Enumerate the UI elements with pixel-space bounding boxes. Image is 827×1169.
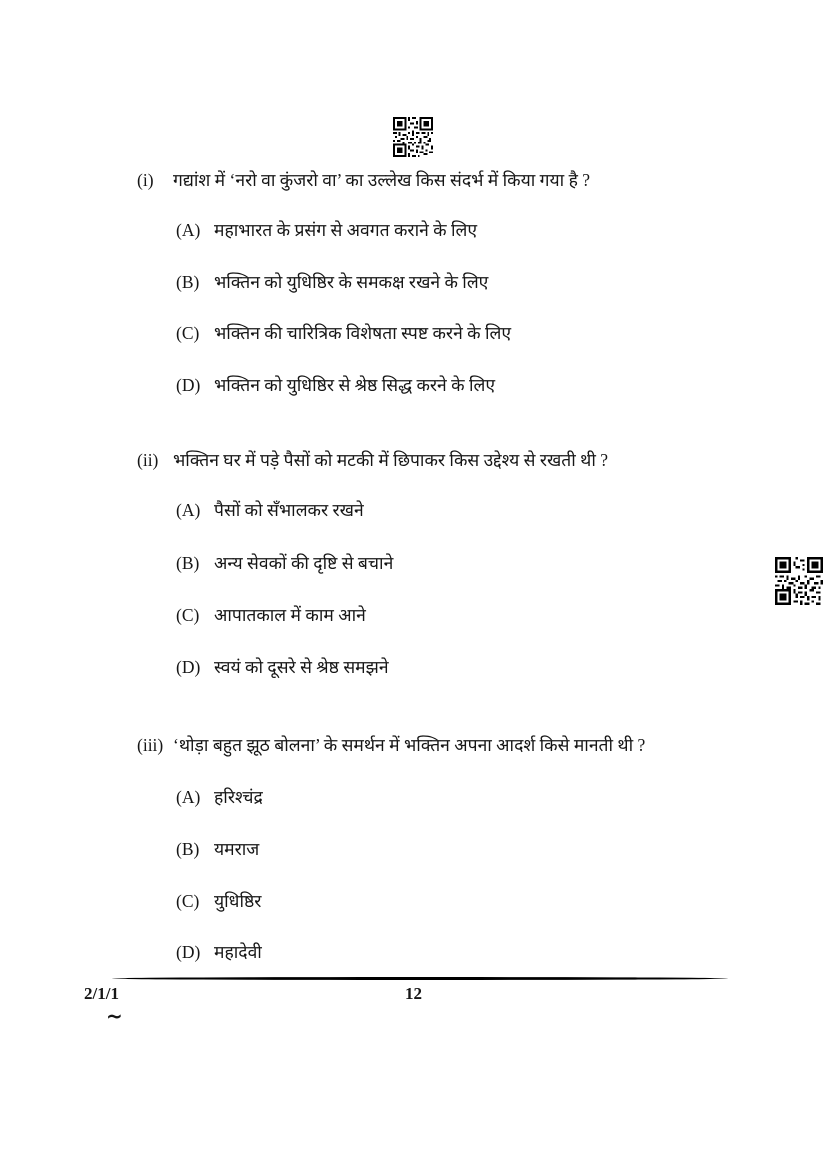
option-label: (C): [176, 891, 200, 911]
handwritten-tilde-mark: ~: [106, 1004, 123, 1028]
option-text: अन्य सेवकों की दृष्टि से बचाने: [214, 553, 394, 573]
page-number: 12: [405, 984, 422, 1003]
footer-divider: [112, 977, 728, 980]
option-text: महादेवी: [214, 942, 262, 962]
option-text: हरिश्चंद्र: [214, 787, 263, 807]
option-text: स्वयं को दूसरे से श्रेष्ठ समझने: [214, 657, 389, 677]
question-text: गद्यांश में ‘नरो वा कुंजरो वा’ का उल्लेख किस संदर्भ में किया गया है ?: [173, 170, 590, 190]
option-label: (B): [176, 272, 200, 292]
question-ii-option-d: [176, 656, 827, 679]
option-text: पैसों को सँभालकर रखने: [214, 500, 364, 520]
option-text: आपातकाल में काम आने: [214, 605, 366, 625]
qr-code-icon: [393, 117, 433, 157]
paper-code: 2/1/1: [84, 984, 119, 1003]
option-text: भक्तिन को युधिष्ठिर के समकक्ष रखने के लिए: [214, 272, 489, 292]
question-ii-option-b: [176, 552, 827, 575]
option-label: (B): [176, 553, 200, 573]
option-label: (A): [176, 220, 201, 240]
option-text: युधिष्ठिर: [214, 891, 262, 911]
option-label: (D): [176, 657, 201, 677]
question-ii-option-c: [176, 604, 827, 627]
question-ii: [137, 449, 797, 472]
option-label: (A): [176, 500, 201, 520]
question-i-option-d: [176, 374, 827, 397]
question-text: भक्तिन घर में पड़े पैसों को मटकी में छिपाकर किस उद्देश्य से रखती थी ?: [173, 450, 609, 470]
option-label: (C): [176, 323, 200, 343]
question-iii: [137, 734, 797, 757]
question-number: (iii): [137, 735, 164, 755]
question-i-option-a: [176, 219, 827, 242]
option-label: (D): [176, 375, 201, 395]
option-label: (B): [176, 839, 200, 859]
question-number: (ii): [137, 450, 159, 470]
question-iii-option-d: [176, 941, 827, 964]
question-i-option-b: [176, 271, 827, 294]
question-iii-option-c: [176, 890, 827, 913]
question-i-option-c: [176, 322, 827, 345]
question-iii-option-b: [176, 838, 827, 861]
question-number: (i): [137, 170, 154, 190]
option-label: (D): [176, 942, 201, 962]
option-text: भक्तिन की चारित्रिक विशेषता स्पष्ट करने के लिए: [214, 323, 512, 343]
option-label: (A): [176, 787, 201, 807]
option-text: भक्तिन को युधिष्ठिर से श्रेष्ठ सिद्ध करने के लिए: [214, 375, 496, 395]
question-text: ‘थोड़ा बहुत झूठ बोलना’ के समर्थन में भक्तिन अपना आदर्श किसे मानती थी ?: [173, 735, 646, 755]
option-label: (C): [176, 605, 200, 625]
question-i: [137, 169, 797, 192]
option-text: महाभारत के प्रसंग से अवगत कराने के लिए: [214, 220, 478, 240]
option-text: यमराज: [214, 839, 260, 859]
question-ii-option-a: [176, 499, 827, 522]
question-iii-option-a: [176, 786, 827, 809]
